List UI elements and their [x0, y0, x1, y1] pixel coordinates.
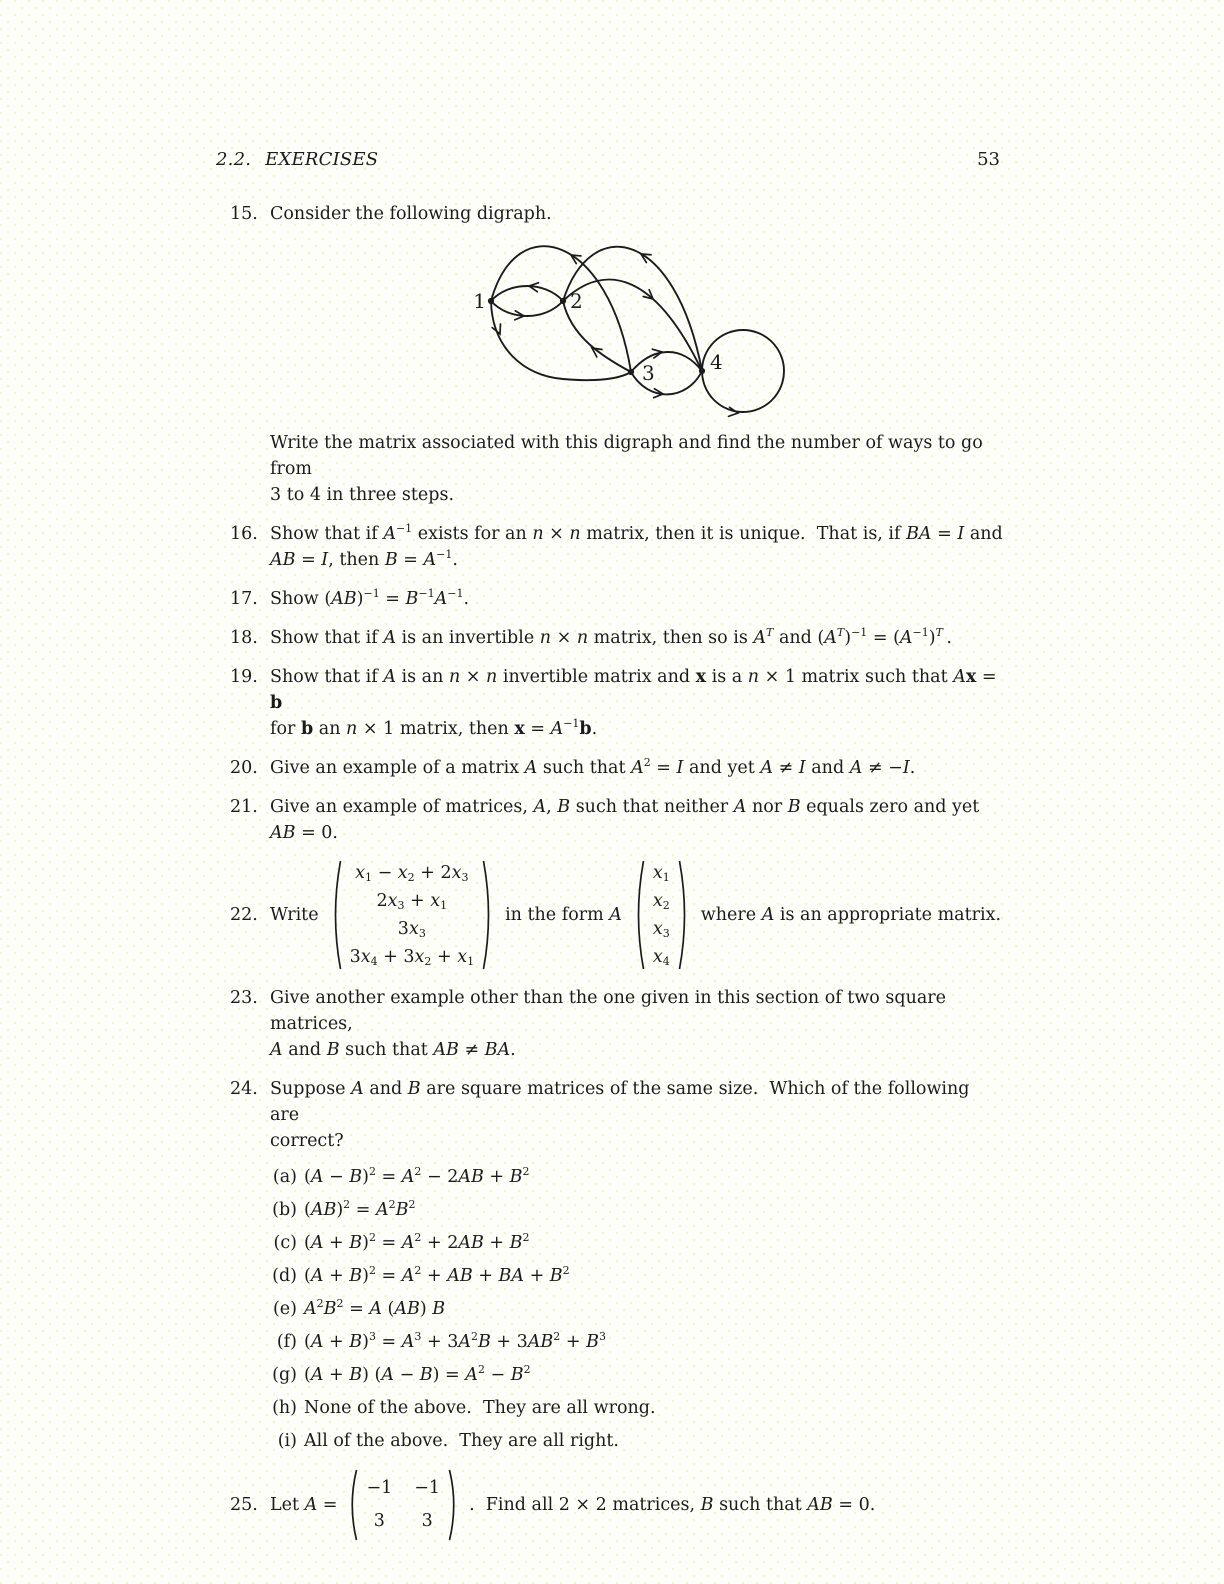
edge-1-3	[491, 301, 631, 380]
item-number: 18.	[230, 628, 258, 648]
option-h: (h) None of the above. They are all wrong.	[272, 1398, 656, 1418]
node-label-1: 1	[473, 289, 486, 313]
option-c: (c) $(A + B)^2 = A^2 + 2AB + B^2$	[273, 1231, 530, 1253]
item-24-options	[270, 1165, 1003, 1453]
matrix-A	[345, 1467, 461, 1543]
matrix-cell: −1	[414, 1478, 441, 1498]
exercise-item-18	[230, 625, 1005, 651]
node-2	[560, 298, 566, 304]
item-15-question: Write the matrix associated with this digraph and find the number of ways to go from 3 to 4 in three steps.	[270, 433, 983, 505]
edge-3-1	[491, 246, 631, 372]
item-22-mid: in the form A	[505, 905, 622, 925]
digraph-figure	[441, 229, 793, 425]
vector-row: $x_1 - x_2 + 2x_3$	[355, 863, 469, 884]
section-number: 2.2.	[216, 149, 252, 170]
option-f: (f) $(A + B)^3 = A^3 + 3A^2B + 3AB^2 + B^3$	[276, 1330, 606, 1352]
exercise-item-20	[230, 755, 1005, 781]
option-g: (g) (A + B) $(A - B) = A^2 - B^2$	[272, 1363, 531, 1385]
item-number: 19.	[230, 667, 258, 687]
node-label-2: 2	[570, 289, 583, 313]
item-22-pre: Write	[270, 905, 319, 925]
edge-1-2	[491, 301, 563, 316]
item-19-text: Show that if A is an n × n invertible matrix and x is a n × 1 matrix such that Ax = b for b an n × 1 matrix, then $x = A^{-1}b$.	[270, 667, 997, 739]
exercise-list	[230, 201, 1005, 1543]
exercise-item-15	[230, 201, 1005, 508]
exercise-item-23	[230, 985, 1005, 1063]
exercise-item-21	[230, 794, 1005, 846]
item-24-intro: Suppose A and B are square matrices of the same size. Which of the following are correct?	[270, 1079, 970, 1151]
column-vector-x	[631, 858, 692, 972]
vector-row: $x_3$	[652, 919, 670, 940]
node-label-3: 3	[642, 361, 655, 385]
left-paren	[328, 858, 343, 972]
page-header	[216, 147, 1000, 173]
item-15-intro: Consider the following digraph.	[270, 204, 552, 224]
exercise-item-25	[230, 1467, 1005, 1543]
right-paren	[677, 858, 692, 972]
node-label-4: 4	[710, 350, 723, 374]
exercise-item-17	[230, 586, 1005, 612]
node-3	[628, 369, 634, 375]
item-20-text: Give an example of a matrix A such that $A^2 = I$ and yet A ≠ I and A ≠ −I.	[270, 756, 916, 778]
vector-row: $2x_3 + x_1$	[376, 891, 448, 912]
matrix-cell: 3	[373, 1511, 385, 1531]
matrix-cell: −1	[366, 1478, 393, 1498]
item-number: 25.	[230, 1495, 258, 1515]
item-18-text: Show that if A is an invertible n × n matrix, then so is $A^T$ and $(A^T)^{-1} = (A^{-1})^T$ .	[270, 626, 952, 648]
item-number: 17.	[230, 589, 258, 609]
item-number: 24.	[230, 1079, 258, 1099]
exercise-item-19	[230, 664, 1005, 742]
node-4	[699, 368, 705, 374]
vector-row: $x_4$	[652, 947, 670, 968]
left-paren	[631, 858, 646, 972]
item-25-post: . Find all 2 × 2 matrices, B such that AB = 0.	[469, 1495, 876, 1515]
edge-2-1	[491, 286, 563, 301]
item-number: 23.	[230, 988, 258, 1008]
edge-2-4	[563, 280, 702, 371]
page-number: 53	[977, 149, 1000, 170]
exercise-item-22	[230, 858, 1005, 972]
vector-row: $x_2$	[652, 891, 670, 912]
item-number: 20.	[230, 758, 258, 778]
vector-row: $3x_3$	[397, 919, 426, 940]
item-number: 22.	[230, 905, 258, 925]
node-1	[488, 298, 494, 304]
section-title: EXERCISES	[265, 149, 379, 170]
option-d: (d) $(A + B)^2 = A^2$ + AB + BA + $B^2$	[272, 1264, 570, 1286]
option-e: (e) $A^2B^2 = A$ (AB) B	[272, 1297, 446, 1319]
matrix-cell: 3	[421, 1511, 433, 1531]
item-25-pre: Let A =	[270, 1495, 338, 1515]
column-vector-expressions	[328, 858, 497, 972]
section-heading	[216, 147, 378, 173]
vector-row: $x_1$	[652, 863, 670, 884]
vector-row: $3x_4 + 3x_2 + x_1$	[349, 947, 475, 968]
exercise-item-16	[230, 521, 1005, 573]
exercise-item-24	[230, 1076, 1005, 1462]
item-number: 16.	[230, 524, 258, 544]
right-paren	[481, 858, 496, 972]
item-number: 15.	[230, 204, 258, 224]
item-16-text: Show that if $A^{-1}$ exists for an n × n matrix, then it is unique. That is, if BA = I and AB = I, then $B = A^{-1}$.	[270, 522, 1003, 570]
option-a: (a) $(A - B)^2 = A^2 - 2AB + B^2$	[272, 1165, 530, 1187]
item-23-text: Give another example other than the one given in this section of two square matrices, A and B such that AB ≠ BA.	[270, 988, 947, 1060]
left-paren	[345, 1467, 359, 1543]
option-b: (b) $(AB)^2 = A^2B^2$	[272, 1198, 416, 1220]
right-paren	[447, 1467, 461, 1543]
option-i: (i) All of the above. They are all right.	[277, 1431, 619, 1451]
item-22-post: where A is an appropriate matrix.	[700, 905, 1002, 925]
item-17-text: Show $(AB)^{-1} = B^{-1}A^{-1}$.	[270, 587, 470, 609]
item-21-text: Give an example of matrices, A, B such that neither A nor B equals zero and yet AB = 0.	[270, 797, 980, 843]
item-number: 21.	[230, 797, 258, 817]
